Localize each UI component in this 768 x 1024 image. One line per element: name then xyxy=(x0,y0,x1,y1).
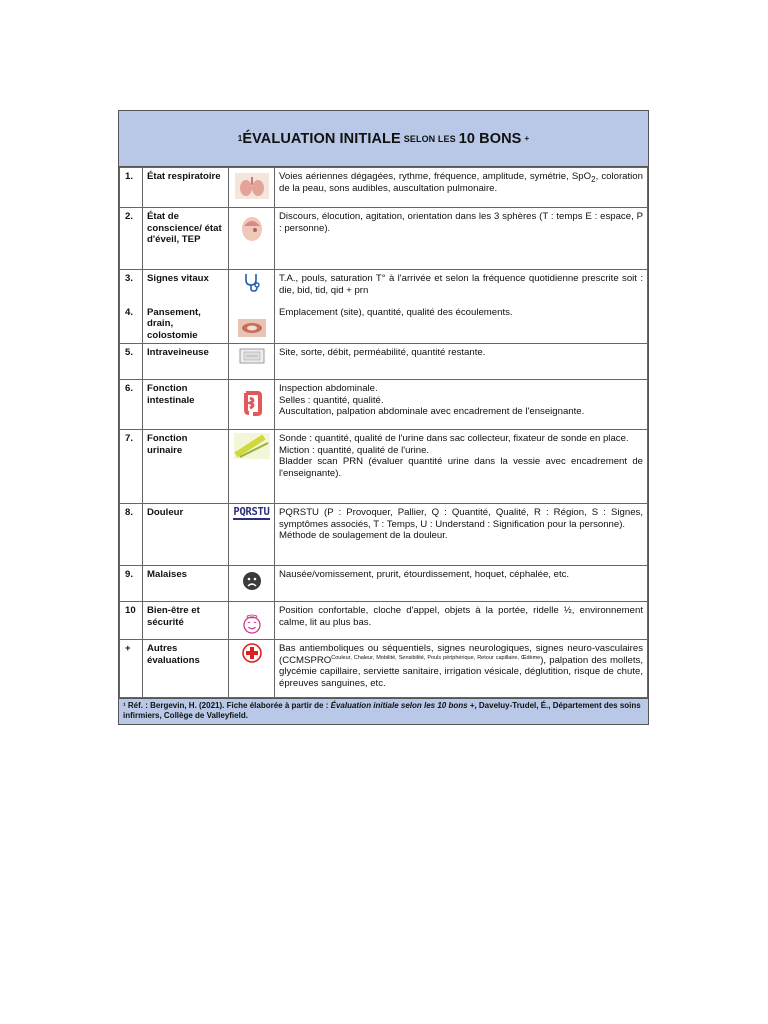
table-row xyxy=(120,344,648,380)
table-row xyxy=(120,504,648,566)
evaluation-sheet xyxy=(118,110,649,725)
row-description: Nausée/vomissement, prurit, étourdissement, hoquet, céphalée, etc. xyxy=(275,566,648,602)
evaluation-table xyxy=(119,167,648,698)
table-row xyxy=(120,430,648,504)
stethoscope-icon xyxy=(229,270,275,304)
row-number: + xyxy=(120,640,143,698)
row-label: Fonction intestinale xyxy=(143,380,229,430)
row-description: Position confortable, cloche d'appel, objets à la portée, ridelle ½, environnement calme, lit au plus bas. xyxy=(275,602,648,640)
row-description: Bas antiemboliques ou séquentiels, signes neurologiques, signes neuro-vasculaires $(CCMSPRO^{Couleur, Chaleur, Mobilité, Sensibilité, Pouls périphérique, Retour capillaire, Œdème})$, palpation des mollets, glycémie capillaire, serviette sanitaire, irrigation vésicale, déglutition, risque de chute, épreuves sanguines, etc. xyxy=(275,640,648,698)
row-number: 4. xyxy=(120,304,143,344)
row-number: 3. xyxy=(120,270,143,304)
row-description: Inspection abdominale. Selles : quantité, qualité. Auscultation, palpation abdominale avec encadrement de l'enseignante. xyxy=(275,380,648,430)
row-description: Voies aériennes dégagées, rythme, fréquence, amplitude, symétrie, SpO$_2$, coloration de la peau, sons audibles, auscultation pulmonaire. xyxy=(275,168,648,208)
footnote: ¹ Réf. : Bergevin, H. (2021). Fiche élaborée à partir de : Évaluation initiale selon les 10 bons +, Daveluy-Trudel, É., Département des soins infirmiers, Collège de Valleyfield. xyxy=(119,698,648,724)
row-label: Autres évaluations xyxy=(143,640,229,698)
title-superscript: 1 xyxy=(237,134,243,143)
table-row xyxy=(120,270,648,304)
urine-bag-icon xyxy=(229,430,275,504)
title-bar xyxy=(119,111,648,167)
row-number: 2. xyxy=(120,208,143,270)
row-description: Site, sorte, débit, perméabilité, quantité restante. xyxy=(275,344,648,380)
title-main: ÉVALUATION INITIALE xyxy=(242,130,401,147)
row-label: Intraveineuse xyxy=(143,344,229,380)
table-row xyxy=(120,168,648,208)
smiley-face-icon xyxy=(229,602,275,640)
row-label: Pansement, drain, colostomie xyxy=(143,304,229,344)
table-row xyxy=(120,602,648,640)
table-row xyxy=(120,208,648,270)
wound-dressing-icon xyxy=(229,304,275,344)
row-label: Fonction urinaire xyxy=(143,430,229,504)
row-description: T.A., pouls, saturation T° à l'arrivée et selon la fréquence quotidienne prescrite soit : die, bid, tid, qid + prn xyxy=(275,270,648,304)
row-label: Signes vitaux xyxy=(143,270,229,304)
row-number: 5. xyxy=(120,344,143,380)
table-row xyxy=(120,640,648,698)
row-description: Sonde : quantité, qualité de l'urine dans sac collecteur, fixateur de sonde en place. Miction : quantité, qualité de l'urine. Bladder scan PRN (évaluer quantité urine dans la vessie avec encadrement de l'enseignante). xyxy=(275,430,648,504)
table-row xyxy=(120,304,648,344)
row-number: 9. xyxy=(120,566,143,602)
sick-face-icon xyxy=(229,566,275,602)
row-description: Emplacement (site), quantité, qualité des écoulements. xyxy=(275,304,648,344)
row-number: 1. xyxy=(120,168,143,208)
table-row xyxy=(120,566,648,602)
pqrstu-icon: PQRSTU xyxy=(229,504,275,566)
row-label: Bien-être et sécurité xyxy=(143,602,229,640)
iv-bag-icon xyxy=(229,344,275,380)
row-number: 7. xyxy=(120,430,143,504)
title-small: SELON LES xyxy=(403,133,456,144)
row-description: PQRSTU (P : Provoquer, Pallier, Q : Quantité, Qualité, R : Région, S : Signes, symptômes associés, T : Temps, U : Understand : Signification pour la personne). Méthode de soulagement de la douleur. xyxy=(275,504,648,566)
title-plus: + xyxy=(524,134,530,143)
table-row xyxy=(120,380,648,430)
head-icon xyxy=(229,208,275,270)
row-number: 8. xyxy=(120,504,143,566)
row-label: État de conscience/ état d'éveil, TEP xyxy=(143,208,229,270)
intestine-icon xyxy=(229,380,275,430)
lungs-icon xyxy=(229,168,275,208)
title-end: 10 BONS xyxy=(458,130,522,147)
row-label: État respiratoire xyxy=(143,168,229,208)
row-label: Douleur xyxy=(143,504,229,566)
row-description: Discours, élocution, agitation, orientation dans les 3 sphères (T : temps E : espace, P : personne). xyxy=(275,208,648,270)
first-aid-cross-icon xyxy=(229,640,275,698)
row-label: Malaises xyxy=(143,566,229,602)
row-number: 6. xyxy=(120,380,143,430)
row-number: 10 xyxy=(120,602,143,640)
